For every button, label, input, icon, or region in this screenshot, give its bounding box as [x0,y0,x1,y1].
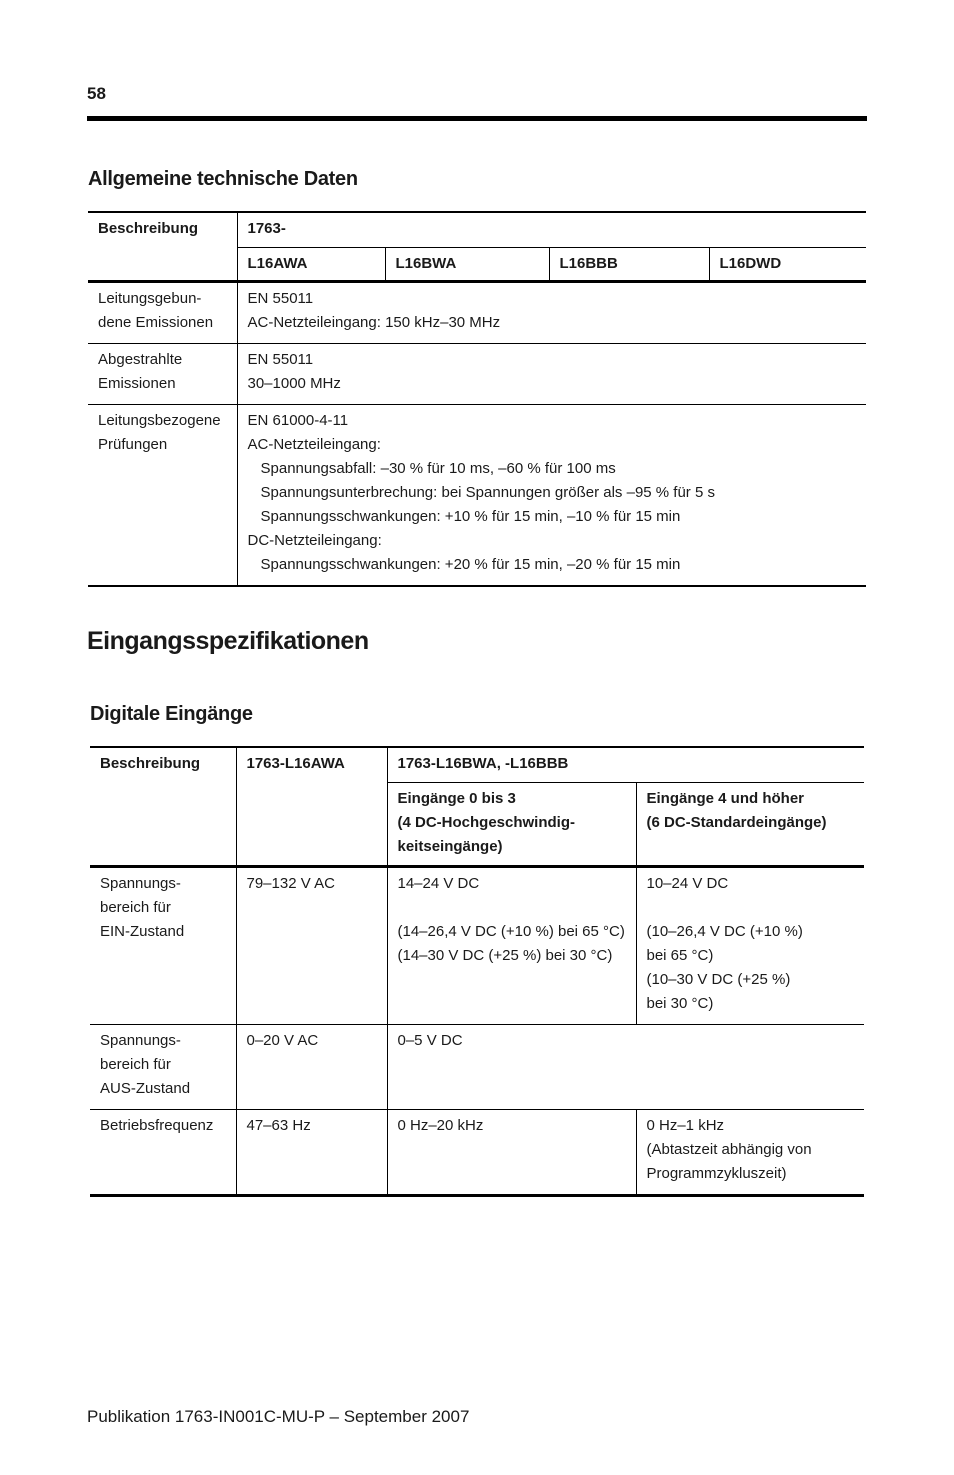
table-row [88,405,866,587]
header-description: Beschreibung [100,755,201,772]
value-line: EN 55011 [247,290,314,307]
model-l16dwd: L16DWD [709,248,866,282]
row-label-conducted-emissions: Leitungsgebun- dene Emissionen [88,282,237,344]
row-label-frequency: Betriebsfrequenz [90,1110,236,1196]
header-blank [236,783,387,867]
header-inputs-0-3: Eingänge 0 bis 3 (4 DC-Hochgeschwindig- keitseingänge) [387,783,636,867]
general-specs-heading: Allgemeine technische Daten [88,168,358,190]
value-line: DC-Netzteileingang: [247,532,382,549]
row-label-radiated-emissions: Abgestrahlte Emissionen [88,344,237,405]
cell-awa: 47–63 Hz [236,1110,387,1196]
cell-inputs-0-3: 0 Hz–20 kHz [387,1110,636,1196]
general-specs-table [88,211,866,587]
cell-inputs-4-up: 10–24 V DC (10–26,4 V DC (+10 %) bei 65 °C) (10–30 V DC (+25 %) bei 30 °C) [636,867,864,1025]
row-value [237,344,866,405]
value-line: AC-Netzteileingang: [247,436,381,453]
row-label-line-tests: Leitungsbezogene Prüfungen [88,405,237,587]
header-blank [90,783,236,867]
row-label-off-state: Spannungs- bereich für AUS-Zustand [90,1025,236,1110]
row-value [237,282,866,344]
table-row [88,282,866,344]
cell-dc-combined: 0–5 V DC [387,1025,864,1110]
table-row [90,867,864,1025]
cell-awa: 79–132 V AC [236,867,387,1025]
input-specs-heading: Eingangsspezifikationen [87,627,369,655]
header-l16bwa-l16bbb: 1763-L16BWA, -L16BBB [387,747,864,783]
table-row [88,344,866,405]
value-line: Spannungsschwankungen: +10 % für 15 min, –10 % für 15 min [260,508,681,525]
cell-inputs-4-up: 0 Hz–1 kHz (Abtastzeit abhängig von Programmzykluszeit) [636,1110,864,1196]
header-blank [88,248,237,282]
table-row [90,1025,864,1110]
model-l16bwa: L16BWA [385,248,549,282]
publication-footer: Publikation 1763-IN001C-MU-P – September 2007 [87,1407,470,1426]
header-description: Beschreibung [88,212,237,248]
page-number: 58 [87,84,106,103]
model-l16awa: L16AWA [237,248,385,282]
value-line: Spannungsschwankungen: +20 % für 15 min, –20 % für 15 min [260,556,681,573]
cell-inputs-0-3: 14–24 V DC (14–26,4 V DC (+10 %) bei 65 °C) (14–30 V DC (+25 %) bei 30 °C) [387,867,636,1025]
value-line: 30–1000 MHz [247,375,341,392]
value-line: EN 55011 [247,351,314,368]
digital-inputs-table [90,746,864,1197]
header-inputs-4-up: Eingänge 4 und höher (6 DC-Standardeingänge) [636,783,864,867]
value-line: EN 61000-4-11 [247,412,349,429]
digital-inputs-heading: Digitale Eingänge [90,703,253,725]
header-prefix: 1763- [247,220,286,237]
model-l16bbb: L16BBB [549,248,709,282]
value-line: Spannungsunterbrechung: bei Spannungen größer als –95 % für 5 s [260,484,715,501]
table-row [90,1110,864,1196]
value-line: AC-Netzteileingang: 150 kHz–30 MHz [247,314,501,331]
top-rule [87,116,867,121]
cell-awa: 0–20 V AC [236,1025,387,1110]
value-line: Spannungsabfall: –30 % für 10 ms, –60 % für 100 ms [260,460,616,477]
row-value [237,405,866,587]
header-l16awa: 1763-L16AWA [236,747,387,783]
row-label-on-state: Spannungs- bereich für EIN-Zustand [100,875,185,940]
